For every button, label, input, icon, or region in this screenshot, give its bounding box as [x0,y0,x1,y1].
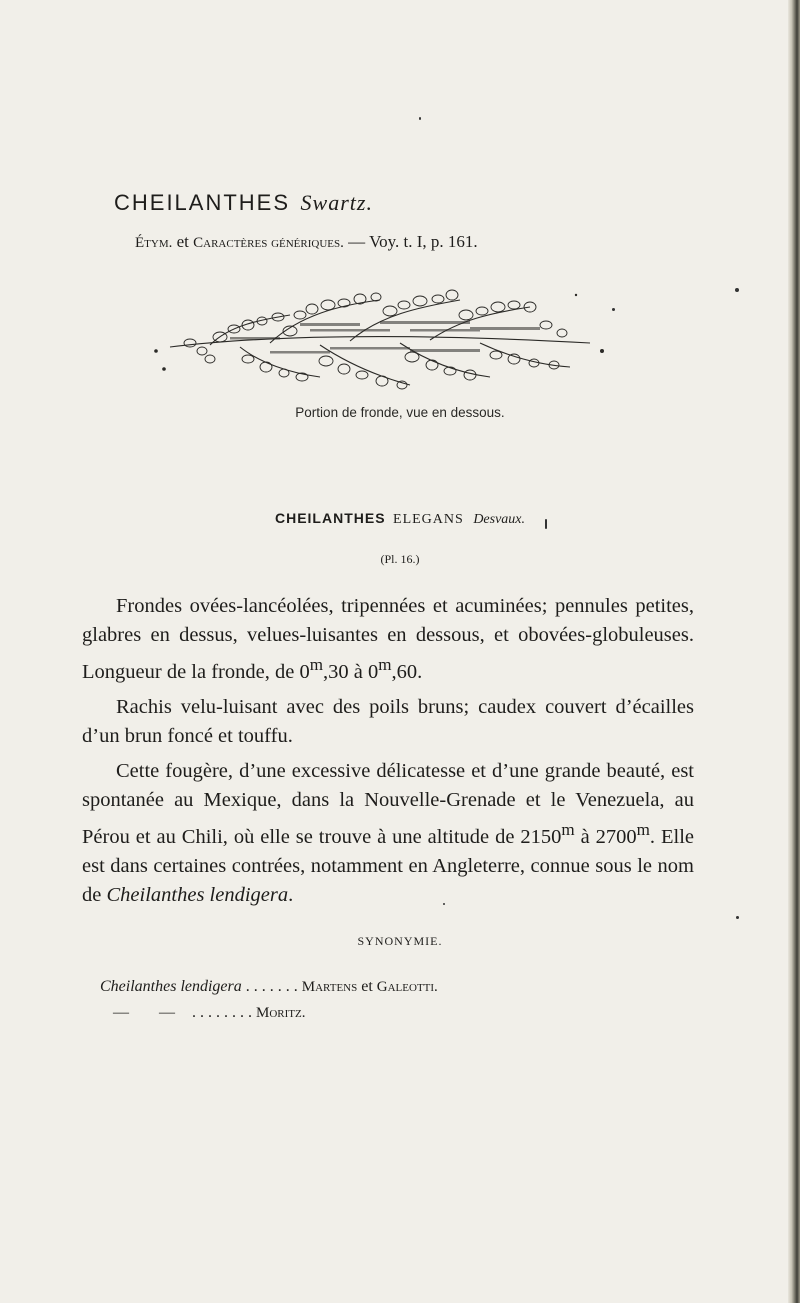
species-authority: Desvaux. [473,512,526,527]
p3-text-a: Cette fougère, d’une excessive délicatesse et d’une grande beauté, est spontanée au Mexique, dans la Nouvelle-Grenade et le Venezuela, au Pérou et au Chili, où elle se trouve à une altitude de 2150 [82,759,694,848]
p1-text-a: Frondes ovées-lancéolées, tripennées et acuminées; pennules petites, glabres en dessus, velues-luisantes en dessous, et obovées-globuleuses. Longueur de la fronde, de 0 [82,595,694,683]
p1-unit-b: m [378,655,392,674]
p3-unit-b: m [636,819,650,839]
p3-unit-a: m [561,819,575,839]
description-paragraph-1 [82,592,694,687]
synonym-name: Cheilanthes lendigera [100,978,242,995]
figure-caption: Portion de fronde, vue en dessous. [295,405,505,420]
p3-text-b: à 2700 [574,825,637,848]
etym-reference: — Voy. t. I, p. 161. [348,232,478,251]
etym-abbrev: Étym. [135,235,173,251]
genus-heading [114,190,373,216]
speck [612,308,615,311]
description-body [82,592,694,916]
synonym-leader-dots: . . . . . . . . [192,1004,252,1021]
synonym-row [100,978,438,996]
p1-text-b: ,30 à 0 [323,660,379,683]
p3-species-name: Cheilanthes lendigera [106,883,289,906]
description-paragraph-2: Rachis velu-luisant avec des poils bruns; caudex couvert d’écailles d’un brun foncé et touffu. [82,695,694,747]
etymology-line [135,232,478,252]
p1-text-c: ,60. [391,660,423,683]
synonym-authority-a: Martens [301,979,358,995]
species-epithet: ELEGANS [393,512,464,527]
synonym-row [100,1004,305,1022]
synonym-ditto-genus: — [113,1004,129,1021]
p3-text-c: . Elle est dans certaines contrées, notamment en Angleterre, connue sous le nom de [82,825,694,906]
synonym-authority: Moritz. [256,1005,306,1021]
speck [736,916,739,919]
species-heading [0,510,800,528]
synonym-ditto-species: — [159,1004,175,1021]
synonym-connector: et [361,978,373,995]
page-binding-edge [788,0,800,1303]
description-paragraph-3 [82,757,694,910]
p3-text-d: . [288,883,294,906]
genus-authority: Swartz. [300,190,373,215]
synonymy-heading: SYNONYMIE. [357,934,443,948]
etym-connector: et [176,232,189,251]
synonym-leader-dots: . . . . . . . [245,978,298,995]
frond-illustration [150,285,610,395]
genus-name: CHEILANTHES [114,190,291,215]
synonym-authority-b: Galeotti. [376,979,438,995]
plate-reference: (Pl. 16.) [380,552,420,566]
speck [419,117,421,120]
p1-unit-a: m [309,655,323,674]
etym-caracteres: Caractères génériques. [193,235,344,251]
speck [443,903,445,905]
speck [735,288,739,292]
speck [545,519,547,529]
species-genus: CHEILANTHES [274,510,386,526]
